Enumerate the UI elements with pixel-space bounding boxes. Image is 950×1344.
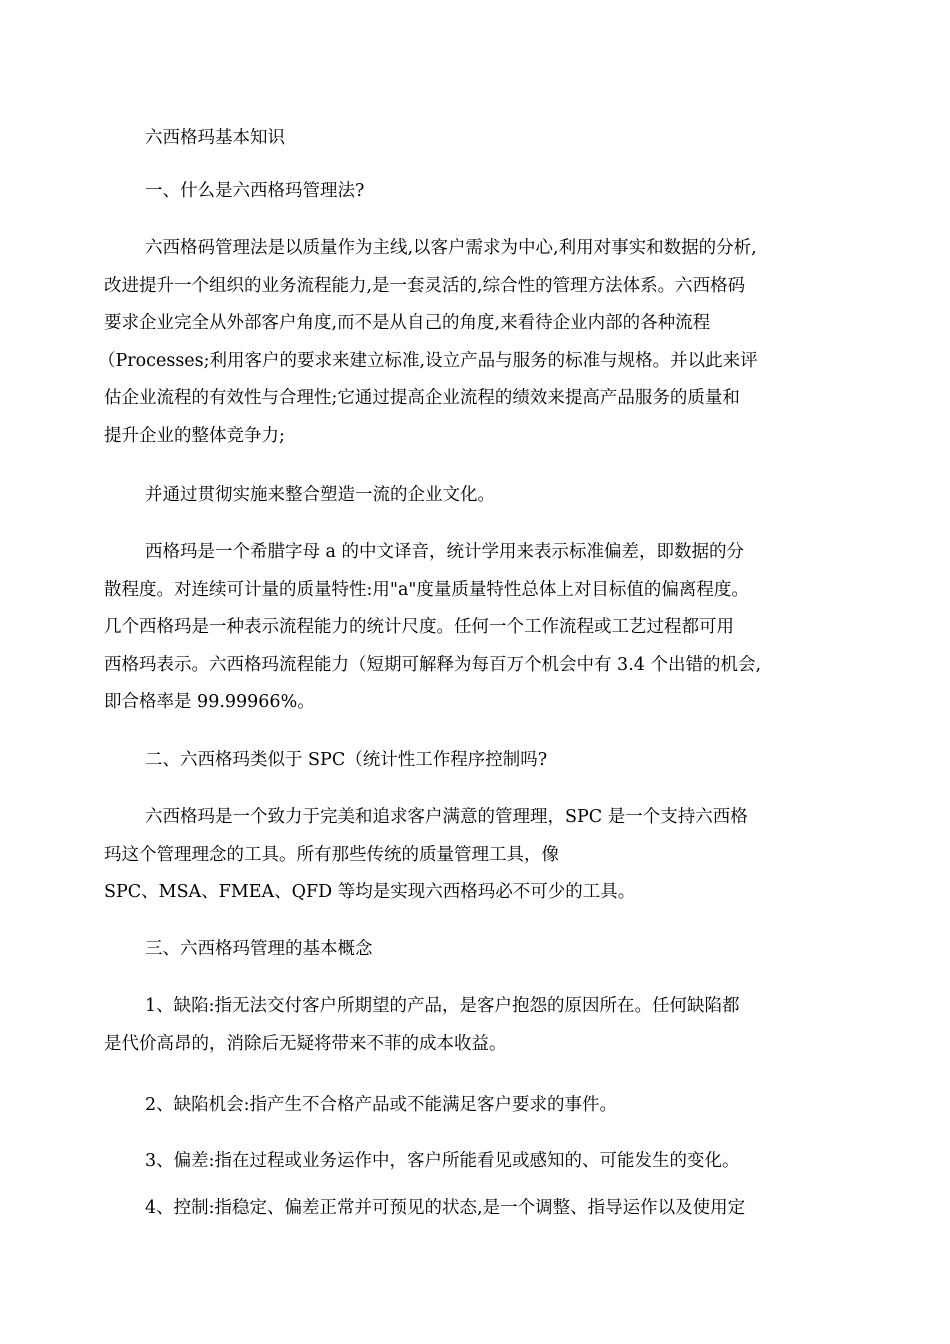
section-heading-2: 二、六西格玛类似于 SPC（统计性工作程序控制吗?: [145, 750, 548, 770]
paragraph-5-line: 是代价高昂的，消除后无疑将带来不菲的成本收益。: [104, 1033, 507, 1054]
paragraph-3-line: 即合格率是 99.99966%。: [104, 692, 315, 713]
paragraph-5: [104, 988, 856, 1063]
paragraph-1: [98, 230, 856, 456]
paragraph-1-line: 要求企业完全从外部客户角度,而不是从自己的角度,来看待企业内部的各种流程: [104, 313, 711, 334]
paragraph-2: 并通过贯彻实施来整合塑造一流的企业文化。: [145, 485, 495, 505]
paragraph-1-line: 估企业流程的有效性与合理性;它通过提高企业流程的绩效来提高产品服务的质量和: [104, 388, 740, 409]
paragraph-1-line: （Processes;利用客户的要求来建立标准,设立产品与服务的标准与规格。并以此来评: [98, 350, 758, 371]
document-title: 六西格玛基本知识: [145, 128, 285, 148]
paragraph-7: 3、偏差:指在过程或业务运作中，客户所能看见或感知的、可能发生的变化。: [145, 1151, 740, 1171]
paragraph-5-line: 1、缺陷:指无法交付客户所期望的产品，是客户抱怨的原因所在。任何缺陷都: [145, 996, 740, 1016]
section-heading-1: 一、什么是六西格玛管理法?: [145, 181, 365, 201]
paragraph-3-line: 散程度。对连续可计量的质量特性:用"a"度量质量特性总体上对目标值的偏离程度。: [104, 579, 749, 600]
paragraph-8: 4、控制:指稳定、偏差正常并可预见的状态,是一个调整、指导运作以及使用定: [145, 1198, 746, 1218]
paragraph-6: 2、缺陷机会:指产生不合格产品或不能满足客户要求的事件。: [145, 1095, 618, 1115]
paragraph-4-line: 六西格玛是一个致力于完美和追求客户满意的管理理，SPC 是一个支持六西格: [145, 807, 748, 827]
paragraph-3-line: 几个西格玛是一种表示流程能力的统计尺度。任何一个工作流程或工艺过程都可用: [104, 617, 734, 638]
paragraph-4: [104, 799, 856, 912]
paragraph-4-line: 玛这个管理理念的工具。所有那些传统的质量管理工具，像: [104, 844, 559, 865]
section-heading-3: 三、六西格玛管理的基本概念: [145, 939, 373, 959]
paragraph-1-line: 改进提升一个组织的业务流程能力,是一套灵活的,综合性的管理方法体系。六西格码: [104, 275, 746, 296]
paragraph-1-line: 提升企业的整体竞争力;: [104, 425, 285, 446]
paragraph-4-line: SPC、MSA、FMEA、QFD 等均是实现六西格玛必不可少的工具。: [104, 882, 636, 903]
paragraph-3: [104, 534, 856, 722]
paragraph-1-line: 六西格码管理法是以质量作为主线,以客户需求为中心,利用对事实和数据的分析,: [145, 238, 757, 258]
paragraph-3-line: 西格玛表示。六西格玛流程能力（短期可解释为每百万个机会中有 3.4 个出错的机会,: [104, 654, 762, 675]
paragraph-3-line: 西格玛是一个希腊字母 a 的中文译音，统计学用来表示标准偏差，即数据的分: [145, 542, 745, 562]
